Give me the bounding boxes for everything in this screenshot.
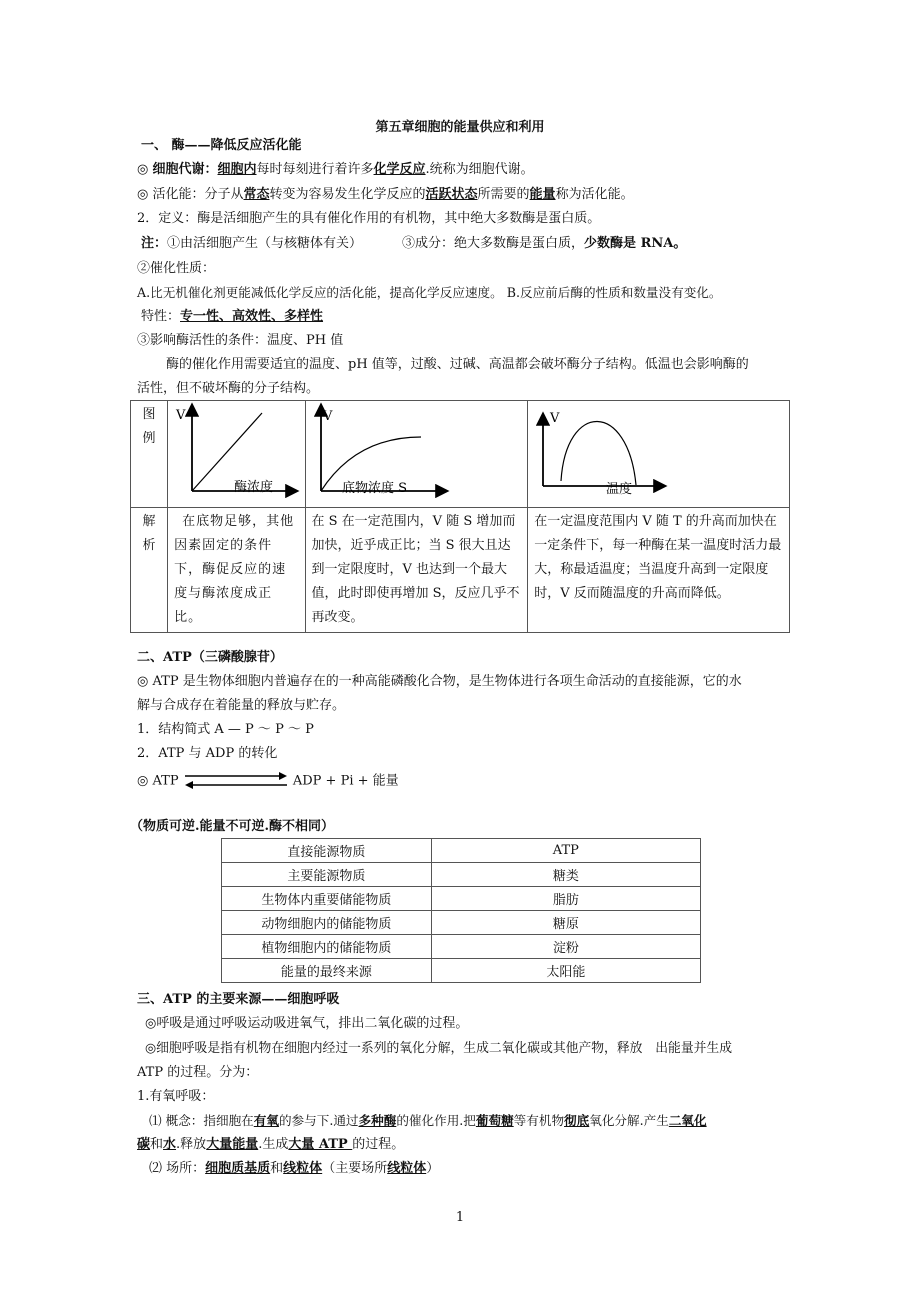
curve-bell <box>561 421 636 485</box>
s3-line-aerobic: 1.有氧呼吸： <box>137 1089 215 1104</box>
substance-name-cell: ATP <box>431 839 700 863</box>
graph-substrate-concentration <box>306 401 527 498</box>
analysis-substrate: 在 S 在一定范围内，V 随 S 增加而加快，近乎成正比；当 S 很大且达到一定限度时，V 也达到一个最大值，此时即使再增加 S，反应几乎不再改变。 <box>305 508 528 633</box>
s3-line-concept-cont <box>137 1137 404 1153</box>
bullet: ◎ <box>137 162 153 177</box>
s3-line-concept <box>149 1113 707 1129</box>
text: 氧化分解.产生 <box>589 1113 669 1128</box>
graph-cell-enzyme <box>168 401 305 508</box>
substance-role-cell: 直接能源物质 <box>222 839 432 863</box>
s1-line-metabolism <box>137 162 534 178</box>
text: .统称为细胞代谢。 <box>425 162 534 177</box>
equation-right: ADP + Pi + 能量 <box>292 773 399 789</box>
key-term: 能量 <box>529 187 556 202</box>
text: ①由活细胞产生（与核糖体有关） <box>167 236 363 251</box>
text: .释放 <box>176 1137 207 1152</box>
table-row <box>222 959 701 983</box>
key-term: 专一性、高效性、多样性 <box>180 309 324 324</box>
table-row <box>222 863 701 887</box>
section1-heading: 一、 酶——降低反应活化能 <box>141 138 302 153</box>
substance-role-cell: 主要能源物质 <box>222 863 432 887</box>
substance-role-cell: 植物细胞内的储能物质 <box>222 935 432 959</box>
text: .生成 <box>258 1137 289 1152</box>
text: 的催化作用.把 <box>396 1113 476 1128</box>
s1-line-conditions: ③影响酶活性的条件：温度、PH 值 <box>137 333 344 348</box>
substance-role-cell: 动物细胞内的储能物质 <box>222 911 432 935</box>
note-label: 注： <box>141 236 168 251</box>
substance-name-cell: 糖类 <box>431 863 700 887</box>
chapter-title: 第五章细胞的能量供应和利用 <box>375 120 545 135</box>
text: 的过程。 <box>352 1137 405 1152</box>
s1-line-ab: A.比无机催化剂更能减低化学反应的活化能，提高化学反应速度。 B.反应前后酶的性质和数量没有变化。 <box>137 285 722 300</box>
row-label <box>131 508 168 633</box>
s2-line-2: 解与合成存在着能量的释放与贮存。 <box>137 698 346 713</box>
s2-note: （物质可逆.能量不可逆.酶不相同） <box>130 819 335 834</box>
key-term: 葡萄糖 <box>475 1113 514 1128</box>
s3-line-1: ◎呼吸是通过呼吸运动吸进氧气，排出二氧化碳的过程。 <box>145 1016 469 1031</box>
key-term: 细胞内 <box>217 162 257 177</box>
s3-line-3: ATP 的过程。分为： <box>137 1065 259 1080</box>
key-term: 多种酶 <box>358 1113 397 1128</box>
s3-line-2: ◎细胞呼吸是指有机物在细胞内经过一系列的氧化分解，生成二氧化碳或其他产物，释放 出能量并生成 <box>145 1041 733 1056</box>
table-row-graphs <box>131 401 790 508</box>
graph-cell-temperature <box>528 401 790 508</box>
table-row <box>222 911 701 935</box>
s1-line-para1: 酶的催化作用需要适宜的温度、pH 值等，过酸、过碱、高温都会破坏酶分子结构。低温也会影响酶的 <box>166 357 749 372</box>
key-term: 线粒体 <box>387 1161 427 1176</box>
substance-role-cell: 生物体内重要储能物质 <box>222 887 432 911</box>
text: 和 <box>150 1137 164 1152</box>
text: ③成分：绝大多数酶是蛋白质， <box>402 236 585 251</box>
text: 特性： <box>141 309 181 324</box>
text: ◎ 活化能：分子从 <box>137 187 244 202</box>
text: 等有机物 <box>513 1113 565 1128</box>
substance-name-cell: 脂肪 <box>431 887 700 911</box>
x-axis-label: 温度 <box>606 482 633 497</box>
row-label <box>131 401 168 508</box>
analysis-temperature: 在一定温度范围内 V 随 T 的升高而加快在一定条件下，每一种酶在某一温度时活力最大，称最适温度；当温度升高到一定限度时，V 反而随温度的升高而降低。 <box>528 508 790 633</box>
table-row <box>222 887 701 911</box>
substance-role-cell: 能量的最终来源 <box>222 959 432 983</box>
section3-heading: 三、ATP 的主要来源——细胞呼吸 <box>137 992 340 1007</box>
enzyme-factor-table <box>130 400 790 633</box>
text: 和 <box>270 1161 284 1176</box>
table-row-analysis <box>131 508 790 633</box>
key-term: 有氧 <box>253 1113 279 1128</box>
equation-left: ◎ ATP <box>137 773 179 789</box>
s1-line-properties <box>141 309 323 325</box>
y-axis-label: V <box>550 411 560 426</box>
s1-line-para2: 活性，但不破坏酶的分子结构。 <box>137 381 320 396</box>
row-label-text: 解析 <box>142 514 156 553</box>
s3-line-location <box>149 1161 439 1177</box>
text: ） <box>426 1161 440 1176</box>
s1-line-catalytic: ②催化性质： <box>137 261 216 276</box>
text: （主要场所 <box>322 1161 388 1176</box>
x-axis-label: 底物浓度 S <box>341 481 407 496</box>
text: 每时每刻进行着许多 <box>256 162 374 177</box>
key-term: 活跃状态 <box>425 187 478 202</box>
text: 称为活化能。 <box>555 187 634 202</box>
text: 的参与下.通过 <box>278 1113 359 1128</box>
substance-name-cell: 淀粉 <box>431 935 700 959</box>
text: 所需要的 <box>477 187 530 202</box>
key-term: 化学反应 <box>373 162 426 177</box>
text: 转变为容易发生化学反应的 <box>269 187 426 202</box>
key-term: 线粒体 <box>283 1161 323 1176</box>
x-axis-label: 酶浓度 <box>234 480 274 495</box>
energy-substance-table <box>221 838 701 983</box>
s2-line-conversion: 2．ATP 与 ADP 的转化 <box>137 746 278 761</box>
table-row <box>222 935 701 959</box>
y-axis-label: V <box>322 409 332 424</box>
row-label-text: 图例 <box>142 407 156 446</box>
key-term: 碳 <box>137 1137 151 1152</box>
key-term: 大量 ATP <box>288 1137 353 1152</box>
key-term: 大量能量 <box>206 1137 259 1152</box>
table-row <box>222 839 701 863</box>
text-bold: 少数酶是 RNA。 <box>584 236 687 251</box>
graph-cell-substrate <box>305 401 528 508</box>
reversible-arrow-icon <box>183 770 289 792</box>
s2-line-equation <box>137 770 399 792</box>
key-term: 细胞质基质 <box>205 1161 271 1176</box>
text: ⑵ 场所： <box>149 1161 206 1176</box>
s2-line-structure: 1．结构简式 A — P ～ P ～ P <box>137 722 314 737</box>
s1-line-note <box>141 236 686 252</box>
term: 细胞代谢： <box>152 162 218 177</box>
substance-name-cell: 太阳能 <box>431 959 700 983</box>
y-axis-label: V <box>176 408 186 423</box>
s1-line-activation-energy <box>137 187 634 203</box>
s1-line-definition: 2．定义：酶是活细胞产生的具有催化作用的有机物，其中绝大多数酶是蛋白质。 <box>137 211 601 226</box>
analysis-enzyme: 在底物足够，其他因素固定的条件下，酶促反应的速度与酶浓度成正比。 <box>168 508 305 633</box>
text: ⑴ 概念：指细胞在 <box>149 1113 254 1128</box>
graph-enzyme-concentration <box>168 401 304 498</box>
substance-name-cell: 糖原 <box>431 911 700 935</box>
s2-line-1: ◎ ATP 是生物体细胞内普遍存在的一种高能磷酸化合物，是生物体进行各项生命活动的直接能源，它的水 <box>137 674 742 689</box>
section2-heading: 二、ATP（三磷酸腺苷） <box>137 650 283 665</box>
page-number: 1 <box>455 1210 465 1225</box>
key-term: 彻底 <box>564 1113 590 1128</box>
key-term: 水 <box>163 1137 177 1152</box>
key-term: 常态 <box>243 187 270 202</box>
graph-temperature <box>528 401 788 498</box>
key-term: 二氧化 <box>668 1113 707 1128</box>
